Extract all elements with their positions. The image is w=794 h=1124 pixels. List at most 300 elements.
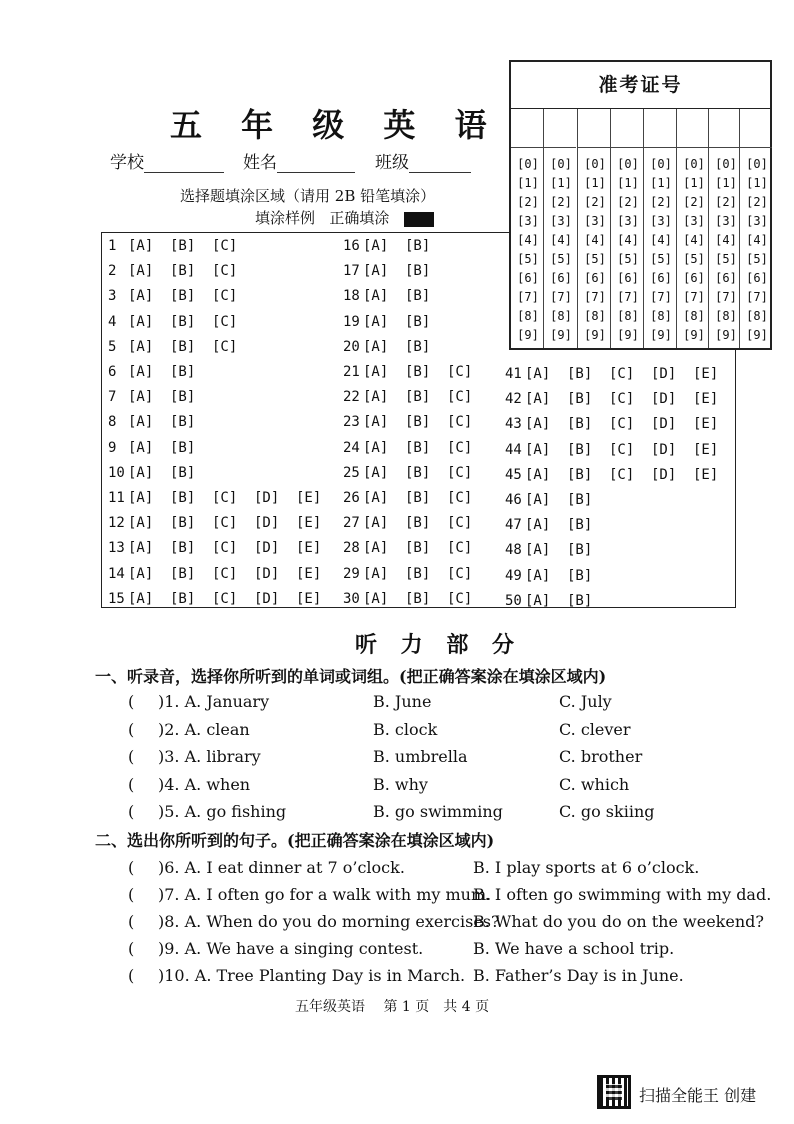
exam-digit-bubble[interactable]: [3] [517, 214, 539, 228]
exam-digit-write-box[interactable] [578, 109, 610, 148]
exam-digit-column [577, 109, 610, 348]
answer-row [108, 389, 212, 405]
answer-bubble[interactable]: [C] [212, 565, 238, 582]
scanner-watermark: 扫描全能王 创建 [639, 1086, 757, 1105]
exam-digit-bubble[interactable]: [8] [517, 309, 539, 323]
question-number: 19 [343, 313, 360, 330]
option-b: B. What do you do on the weekend? [473, 912, 764, 931]
answer-bubble[interactable]: [E] [693, 466, 719, 483]
answer-bubble[interactable]: [A] [128, 490, 154, 506]
exam-digit-bubble[interactable]: [1] [683, 176, 705, 190]
answer-bubble[interactable]: [B] [567, 366, 593, 382]
answer-bubble[interactable]: [A] [363, 238, 389, 254]
answer-row [108, 314, 254, 330]
answer-row [505, 416, 735, 432]
answer-bubble[interactable]: [C] [212, 288, 238, 305]
exam-digit-bubble[interactable]: [6] [617, 271, 639, 285]
answer-bubble[interactable]: [A] [525, 441, 551, 458]
exam-digit-bubble[interactable]: [7] [683, 290, 705, 304]
answer-paren[interactable]: ( [128, 692, 135, 711]
answer-row [343, 515, 489, 531]
answer-bubble[interactable]: [D] [254, 590, 280, 607]
answer-row [505, 542, 609, 558]
answer-bubble[interactable]: [B] [170, 389, 196, 406]
answer-bubble[interactable]: [A] [363, 540, 389, 557]
answer-bubble[interactable]: [A] [525, 492, 551, 508]
listening-section-title: 听 力 部 分 [355, 632, 522, 658]
answer-bubble[interactable]: [D] [651, 466, 677, 483]
answer-bubble[interactable]: [C] [212, 338, 238, 355]
answer-row [343, 339, 447, 355]
exam-digit-bubble[interactable]: [2] [715, 195, 737, 209]
name-field[interactable] [243, 148, 355, 173]
exam-digit-bubble[interactable]: [2] [517, 195, 539, 209]
answer-bubble[interactable]: [D] [651, 366, 677, 382]
option-a: )1. A. January [158, 692, 270, 711]
answer-bubble[interactable]: [D] [254, 490, 280, 506]
exam-digit-bubble[interactable]: [6] [584, 271, 606, 285]
exam-digit-bubble[interactable]: [7] [550, 290, 572, 304]
answer-bubble[interactable]: [B] [170, 565, 196, 582]
answer-bubble[interactable]: [A] [363, 414, 389, 431]
answer-bubble[interactable]: [A] [363, 565, 389, 582]
exam-digit-bubble[interactable]: [5] [517, 252, 539, 266]
exam-digit-bubble[interactable]: [9] [650, 328, 672, 342]
exam-digit-bubble[interactable]: [3] [746, 214, 768, 228]
answer-bubble[interactable]: [B] [170, 590, 196, 607]
exam-digit-bubble[interactable]: [7] [715, 290, 737, 304]
answer-bubble[interactable]: [C] [609, 441, 635, 458]
exam-digit-bubble[interactable]: [0] [715, 157, 737, 171]
exam-digit-column [708, 109, 741, 348]
exam-digit-write-box[interactable] [709, 109, 741, 148]
answer-bubble[interactable]: [E] [693, 366, 719, 382]
answer-bubble[interactable]: [A] [363, 464, 389, 481]
question-number: 8 [108, 414, 117, 431]
exam-digit-bubble[interactable]: [3] [715, 214, 737, 228]
answer-bubble[interactable]: [B] [170, 515, 196, 532]
answer-bubble[interactable]: [C] [447, 439, 473, 456]
exam-digit-bubble[interactable]: [0] [650, 157, 672, 171]
exam-digit-bubble[interactable]: [8] [650, 309, 672, 323]
answer-bubble[interactable]: [A] [525, 567, 551, 584]
answer-bubble[interactable]: [B] [405, 414, 431, 431]
answer-bubble[interactable]: [D] [651, 416, 677, 433]
answer-bubble[interactable]: [A] [525, 466, 551, 483]
exam-digit-bubble[interactable]: [8] [550, 309, 572, 323]
option-b: B. why [373, 774, 428, 794]
exam-digit-write-box[interactable] [677, 109, 709, 148]
answer-row [343, 591, 489, 607]
answer-bubble[interactable]: [B] [405, 313, 431, 330]
answer-bubble[interactable]: [A] [128, 313, 154, 330]
answer-bubble[interactable]: [B] [170, 414, 196, 431]
option-b: B. clock [373, 719, 438, 739]
exam-digit-bubble[interactable]: [2] [550, 195, 572, 209]
answer-row [505, 517, 609, 533]
option-a: )10. A. Tree Planting Day is in March. [158, 966, 466, 985]
exam-digit-column [543, 109, 576, 348]
exam-digit-bubble[interactable]: [4] [517, 233, 539, 247]
exam-digit-bubble[interactable]: [9] [617, 328, 639, 342]
exam-digit-column [739, 109, 772, 348]
answer-bubble[interactable]: [D] [651, 391, 677, 408]
question-number: 20 [343, 338, 360, 355]
question-number: 45 [505, 466, 522, 483]
answer-bubble[interactable]: [A] [128, 238, 154, 254]
class-field[interactable] [375, 148, 471, 173]
exam-digit-bubble[interactable]: [9] [746, 328, 768, 342]
exam-digit-bubble[interactable]: [6] [746, 271, 768, 285]
exam-digit-bubble[interactable]: [8] [746, 309, 768, 323]
answer-row [505, 568, 609, 584]
answer-bubble[interactable]: [A] [128, 288, 154, 305]
option-a: )4. A. when [158, 774, 251, 794]
option-a: )6. A. I eat dinner at 7 o’clock. [158, 858, 405, 877]
class-label: 班级 [375, 153, 409, 173]
answer-row [505, 593, 609, 609]
question-number: 11 [108, 490, 125, 506]
answer-bubble[interactable]: [A] [128, 439, 154, 456]
exam-digit-write-box[interactable] [544, 109, 576, 148]
exam-digit-column [511, 109, 543, 348]
answer-bubble[interactable]: [E] [296, 590, 322, 607]
answer-bubble[interactable]: [C] [447, 464, 473, 481]
answer-bubble[interactable]: [D] [651, 441, 677, 458]
question-number: 3 [108, 288, 117, 305]
exam-digit-bubble[interactable]: [6] [650, 271, 672, 285]
option-b: B. I often go swimming with my dad. [473, 885, 772, 904]
answer-bubble[interactable]: [E] [693, 391, 719, 408]
answer-paren[interactable]: ( [128, 747, 135, 766]
answer-bubble[interactable]: [C] [609, 416, 635, 433]
answer-bubble[interactable]: [B] [405, 590, 431, 607]
option-a: )7. A. I often go for a walk with my mum. [158, 885, 492, 904]
answer-bubble[interactable]: [C] [447, 414, 473, 431]
exam-digit-bubble[interactable]: [6] [683, 271, 705, 285]
exam-digit-bubble[interactable]: [3] [550, 214, 572, 228]
answer-row [108, 339, 254, 355]
answer-row [343, 566, 489, 582]
answer-bubble[interactable]: [B] [405, 364, 431, 380]
answer-row [505, 391, 735, 407]
answer-bubble[interactable]: [C] [447, 364, 473, 380]
answer-bubble[interactable]: [A] [363, 389, 389, 406]
answer-bubble[interactable]: [A] [128, 263, 154, 280]
answer-bubble[interactable]: [B] [567, 441, 593, 458]
answer-bubble[interactable]: [A] [128, 540, 154, 557]
answer-bubble[interactable]: [C] [447, 565, 473, 582]
exam-digit-bubble[interactable]: [7] [517, 290, 539, 304]
exam-digit-bubble[interactable]: [1] [517, 176, 539, 190]
answer-bubble[interactable]: [A] [525, 517, 551, 534]
exam-digit-bubble[interactable]: [5] [584, 252, 606, 266]
answer-bubble[interactable]: [A] [363, 439, 389, 456]
answer-bubble[interactable]: [B] [170, 263, 196, 280]
answer-bubble[interactable]: [A] [363, 490, 389, 506]
answer-bubble[interactable]: [C] [212, 540, 238, 557]
page-title: 五 年 级 英 语 [170, 106, 501, 144]
exam-digit-bubble[interactable]: [4] [683, 233, 705, 247]
answer-row [108, 288, 254, 304]
answer-bubble[interactable]: [C] [447, 490, 473, 506]
answer-bubble[interactable]: [B] [567, 466, 593, 483]
question-number: 25 [343, 464, 360, 481]
exam-digit-bubble[interactable]: [0] [517, 157, 539, 171]
exam-digit-bubble[interactable]: [5] [617, 252, 639, 266]
answer-bubble[interactable]: [B] [170, 288, 196, 305]
part2-heading: 二、选出你所听到的句子。(把正确答案涂在填涂区域内) [95, 831, 495, 850]
answer-bubble[interactable]: [B] [170, 238, 196, 254]
answer-bubble[interactable]: [E] [693, 441, 719, 458]
answer-bubble[interactable]: [B] [405, 490, 431, 506]
answer-paren[interactable]: ( [128, 966, 135, 985]
exam-digit-bubble[interactable]: [6] [715, 271, 737, 285]
exam-digit-write-box[interactable] [740, 109, 772, 148]
exam-digit-bubble[interactable]: [8] [617, 309, 639, 323]
answer-bubble[interactable]: [C] [447, 515, 473, 532]
answer-bubble[interactable]: [B] [567, 592, 593, 609]
exam-digit-bubble[interactable]: [2] [746, 195, 768, 209]
answer-bubble[interactable]: [C] [447, 389, 473, 406]
exam-digit-bubble[interactable]: [2] [650, 195, 672, 209]
option-c: C. go skiing [559, 802, 655, 821]
option-b: B. We have a school trip. [473, 939, 675, 958]
answer-bubble[interactable]: [A] [525, 416, 551, 433]
answer-bubble[interactable]: [E] [296, 490, 322, 506]
answer-row [343, 314, 447, 330]
exam-digit-bubble[interactable]: [6] [517, 271, 539, 285]
answer-paren[interactable]: ( [128, 912, 135, 931]
exam-digit-bubble[interactable]: [9] [715, 328, 737, 342]
answer-bubble[interactable]: [B] [405, 238, 431, 254]
exam-digit-bubble[interactable]: [5] [683, 252, 705, 266]
option-a: )9. A. We have a singing contest. [158, 939, 424, 958]
exam-digit-bubble[interactable]: [5] [746, 252, 768, 266]
exam-digit-bubble[interactable]: [7] [584, 290, 606, 304]
exam-digit-bubble[interactable]: [1] [550, 176, 572, 190]
exam-digit-bubble[interactable]: [4] [650, 233, 672, 247]
option-b: B. umbrella [373, 747, 468, 766]
exam-digit-bubble[interactable]: [5] [650, 252, 672, 266]
page-footer: 五年级英语 第 1 页 共 4 页 [295, 999, 490, 1015]
exam-digit-bubble[interactable]: [4] [584, 233, 606, 247]
question-number: 48 [505, 542, 522, 559]
exam-digit-write-box[interactable] [644, 109, 676, 148]
answer-bubble[interactable]: [C] [212, 263, 238, 280]
answer-bubble[interactable]: [B] [405, 540, 431, 557]
question-number: 26 [343, 490, 360, 506]
answer-bubble[interactable]: [B] [170, 439, 196, 456]
answer-bubble[interactable]: [A] [128, 389, 154, 406]
qr-code-icon [597, 1075, 631, 1109]
answer-bubble[interactable]: [B] [170, 364, 196, 380]
school-field[interactable] [110, 148, 224, 173]
answer-bubble[interactable]: [A] [363, 338, 389, 355]
answer-bubble[interactable]: [A] [128, 590, 154, 607]
exam-digit-bubble[interactable]: [0] [746, 157, 768, 171]
answer-bubble[interactable]: [A] [128, 338, 154, 355]
answer-row [108, 440, 212, 456]
question-number: 42 [505, 391, 522, 408]
exam-digit-bubble[interactable]: [2] [617, 195, 639, 209]
exam-digit-bubble[interactable]: [8] [584, 309, 606, 323]
exam-digit-bubble[interactable]: [0] [584, 157, 606, 171]
exam-digit-column [610, 109, 643, 348]
answer-bubble[interactable]: [C] [212, 590, 238, 607]
answer-bubble[interactable]: [E] [296, 515, 322, 532]
exam-digit-bubble[interactable]: [8] [683, 309, 705, 323]
answer-bubble[interactable]: [A] [525, 391, 551, 408]
answer-bubble[interactable]: [A] [128, 565, 154, 582]
question-number: 21 [343, 364, 360, 380]
answer-bubble[interactable]: [B] [405, 565, 431, 582]
exam-digit-bubble[interactable]: [1] [650, 176, 672, 190]
exam-digit-bubble[interactable]: [6] [550, 271, 572, 285]
exam-digit-bubble[interactable]: [7] [617, 290, 639, 304]
answer-paren[interactable]: ( [128, 885, 135, 904]
exam-digit-bubble[interactable]: [3] [584, 214, 606, 228]
answer-bubble[interactable]: [B] [567, 416, 593, 433]
answer-bubble[interactable]: [A] [363, 263, 389, 280]
answer-bubble[interactable]: [A] [363, 288, 389, 305]
answer-bubble[interactable]: [B] [170, 540, 196, 557]
answer-bubble[interactable]: [E] [296, 540, 322, 557]
answer-row [108, 490, 338, 506]
answer-bubble[interactable]: [A] [525, 592, 551, 609]
answer-bubble[interactable]: [B] [170, 313, 196, 330]
question-number: 49 [505, 567, 522, 584]
exam-digit-column [676, 109, 709, 348]
exam-digit-write-box[interactable] [511, 109, 543, 148]
exam-digit-bubble[interactable]: [9] [550, 328, 572, 342]
answer-bubble[interactable]: [D] [254, 515, 280, 532]
exam-digit-bubble[interactable]: [2] [584, 195, 606, 209]
answer-bubble[interactable]: [B] [567, 542, 593, 559]
answer-bubble[interactable]: [B] [170, 464, 196, 481]
exam-digit-bubble[interactable]: [4] [550, 233, 572, 247]
question-number: 28 [343, 540, 360, 557]
exam-digit-bubble[interactable]: [1] [584, 176, 606, 190]
answer-bubble[interactable]: [B] [170, 490, 196, 506]
answer-bubble[interactable]: [E] [693, 416, 719, 433]
option-a: )2. A. clean [158, 719, 250, 739]
answer-bubble[interactable]: [A] [363, 313, 389, 330]
answer-bubble[interactable]: [C] [609, 391, 635, 408]
answer-bubble[interactable]: [A] [128, 414, 154, 431]
exam-digit-bubble[interactable]: [1] [746, 176, 768, 190]
answer-bubble[interactable]: [D] [254, 540, 280, 557]
answer-bubble[interactable]: [A] [363, 515, 389, 532]
sample-label: 填涂样例 [255, 209, 316, 227]
exam-digit-bubble[interactable]: [3] [650, 214, 672, 228]
answer-row [343, 440, 489, 456]
question-number: 22 [343, 389, 360, 406]
question-number: 5 [108, 338, 117, 355]
answer-bubble[interactable]: [B] [405, 263, 431, 280]
exam-digit-bubble[interactable]: [3] [683, 214, 705, 228]
answer-paren[interactable]: ( [128, 939, 135, 958]
answer-row [343, 238, 447, 254]
answer-bubble[interactable]: [C] [447, 540, 473, 557]
answer-bubble[interactable]: [B] [567, 492, 593, 508]
answer-bubble[interactable]: [C] [447, 590, 473, 607]
exam-digit-bubble[interactable]: [9] [517, 328, 539, 342]
answer-paren[interactable]: ( [128, 719, 135, 739]
answer-bubble[interactable]: [E] [296, 565, 322, 582]
answer-bubble[interactable]: [C] [212, 313, 238, 330]
answer-paren[interactable]: ( [128, 858, 135, 877]
answer-paren[interactable]: ( [128, 802, 135, 821]
exam-digit-bubble[interactable]: [9] [584, 328, 606, 342]
answer-bubble[interactable]: [B] [170, 338, 196, 355]
answer-bubble[interactable]: [B] [405, 464, 431, 481]
exam-digit-bubble[interactable]: [0] [617, 157, 639, 171]
exam-digit-bubble[interactable]: [8] [715, 309, 737, 323]
question-number: 43 [505, 416, 522, 433]
exam-digit-bubble[interactable]: [0] [683, 157, 705, 171]
question-number: 18 [343, 288, 360, 305]
answer-bubble[interactable]: [A] [128, 464, 154, 481]
answer-bubble[interactable]: [A] [525, 542, 551, 559]
exam-digit-write-box[interactable] [611, 109, 643, 148]
exam-digit-bubble[interactable]: [7] [746, 290, 768, 304]
exam-number-box [509, 60, 772, 350]
exam-digit-bubble[interactable]: [0] [550, 157, 572, 171]
question-number: 13 [108, 540, 125, 557]
answer-bubble[interactable]: [B] [405, 439, 431, 456]
answer-bubble[interactable]: [B] [567, 517, 593, 534]
answer-bubble[interactable]: [B] [405, 515, 431, 532]
answer-bubble[interactable]: [B] [567, 391, 593, 408]
answer-bubble[interactable]: [A] [363, 590, 389, 607]
answer-paren[interactable]: ( [128, 774, 135, 794]
answer-bubble[interactable]: [A] [363, 364, 389, 380]
answer-bubble[interactable]: [A] [128, 515, 154, 532]
exam-digit-bubble[interactable]: [4] [715, 233, 737, 247]
correct-label: 正确填涂 [329, 209, 390, 227]
exam-digit-bubble[interactable]: [3] [617, 214, 639, 228]
exam-digit-bubble[interactable]: [4] [746, 233, 768, 247]
answer-bubble[interactable]: [B] [405, 288, 431, 305]
question-number: 47 [505, 517, 522, 534]
answer-bubble[interactable]: [C] [609, 466, 635, 483]
exam-digit-bubble[interactable]: [4] [617, 233, 639, 247]
exam-digit-bubble[interactable]: [2] [683, 195, 705, 209]
answer-row [343, 389, 489, 405]
answer-bubble[interactable]: [D] [254, 565, 280, 582]
exam-digit-bubble[interactable]: [5] [715, 252, 737, 266]
answer-bubble[interactable]: [C] [609, 366, 635, 382]
answer-bubble[interactable]: [A] [525, 366, 551, 382]
answer-bubble[interactable]: [B] [405, 389, 431, 406]
answer-bubble[interactable]: [C] [212, 490, 238, 506]
question-number: 50 [505, 592, 522, 609]
answer-bubble[interactable]: [C] [212, 515, 238, 532]
exam-digit-bubble[interactable]: [1] [715, 176, 737, 190]
question-number: 41 [505, 366, 522, 382]
exam-digit-bubble[interactable]: [7] [650, 290, 672, 304]
answer-row [108, 364, 212, 380]
exam-digit-bubble[interactable]: [1] [617, 176, 639, 190]
exam-digit-bubble[interactable]: [9] [683, 328, 705, 342]
answer-bubble[interactable]: [B] [567, 567, 593, 584]
answer-bubble[interactable]: [C] [212, 238, 238, 254]
answer-bubble[interactable]: [B] [405, 338, 431, 355]
exam-digit-bubble[interactable]: [5] [550, 252, 572, 266]
answer-bubble[interactable]: [A] [128, 364, 154, 380]
answer-row [108, 238, 254, 254]
